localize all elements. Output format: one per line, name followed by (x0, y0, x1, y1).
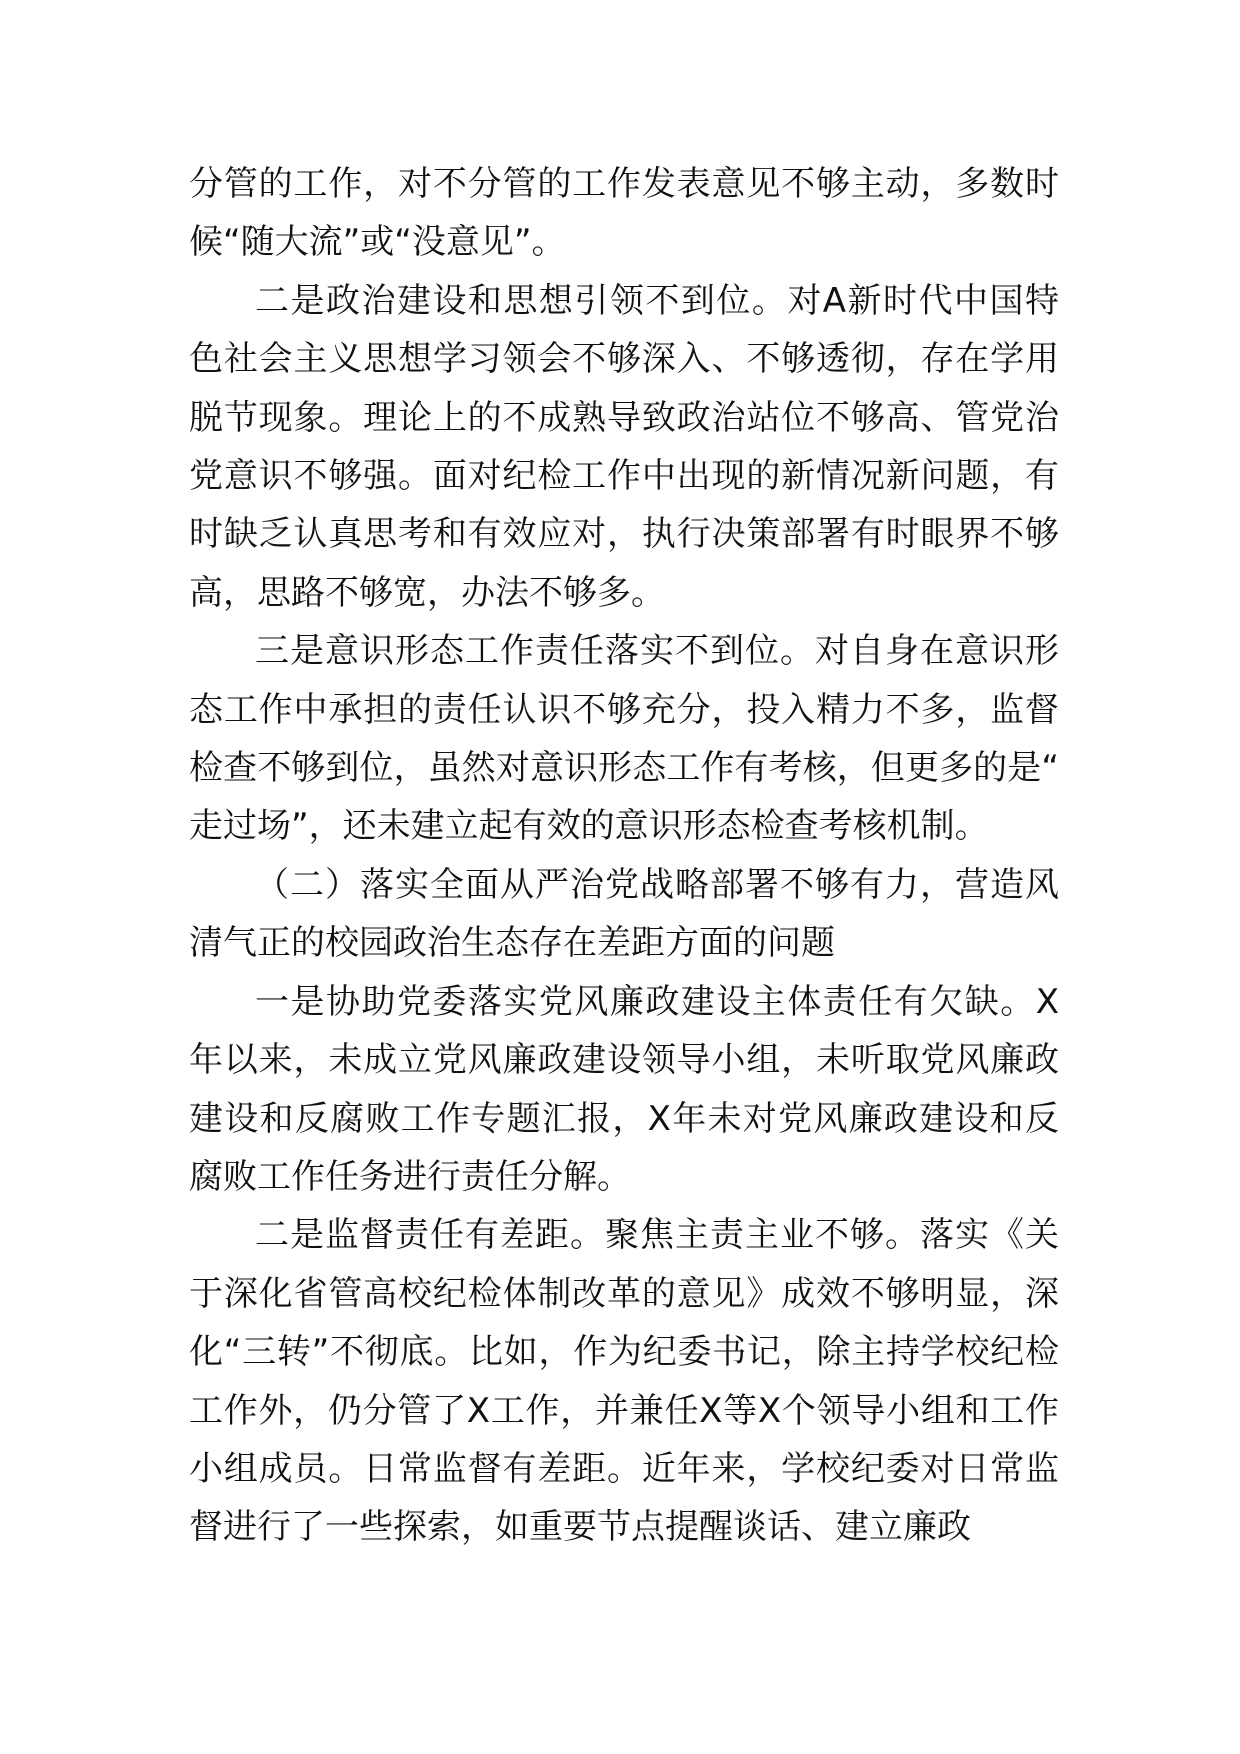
paragraph-3: 三是意识形态工作责任落实不到位。对自身在意识形态工作中承担的责任认识不够充分，投入精力不多，监督检查不够到位，虽然对意识形态工作有考核，但更多的是“走过场”，还未建立起有效的意识形态检查考核机制。 (189, 631, 1059, 847)
paragraph-5: 二是监督责任有差距。聚焦主责主业不够。落实《关于深化省管高校纪检体制改革的意见》成效不够明显，深化“三转”不彻底。比如，作为纪委书记，除主持学校纪检工作外，仍分管了X工作，并兼任X等X个领导小组和工作小组成员。日常监督有差距。近年来，学校纪委对日常监督进行了一些探索，如重要节点提醒谈话、建立廉政 (189, 1215, 1059, 1548)
paragraph-1: 分管的工作，对不分管的工作发表意见不够主动，多数时候“随大流”或“没意见”。 (189, 164, 1059, 263)
section-heading-2: （二）落实全面从严治党战略部署不够有力，营造风清气正的校园政治生态存在差距方面的问题 (189, 864, 1059, 964)
paragraph-2: 二是政治建设和思想引领不到位。对A新时代中国特色社会主义思想学习领会不够深入、不够透彻，存在学用脱节现象。理论上的不成熟导致政治站位不够高、管党治党意识不够强。面对纪检工作中出现的新情况新问题，有时缺乏认真思考和有效应对，执行决策部署有时眼界不够高，思路不够宽，办法不够多。 (189, 280, 1059, 613)
document-body (189, 155, 1059, 1557)
paragraph-4: 一是协助党委落实党风廉政建设主体责任有欠缺。X年以来，未成立党风廉政建设领导小组，未听取党风廉政建设和反腐败工作专题汇报，X年未对党风廉政建设和反腐败工作任务进行责任分解。 (189, 981, 1059, 1197)
